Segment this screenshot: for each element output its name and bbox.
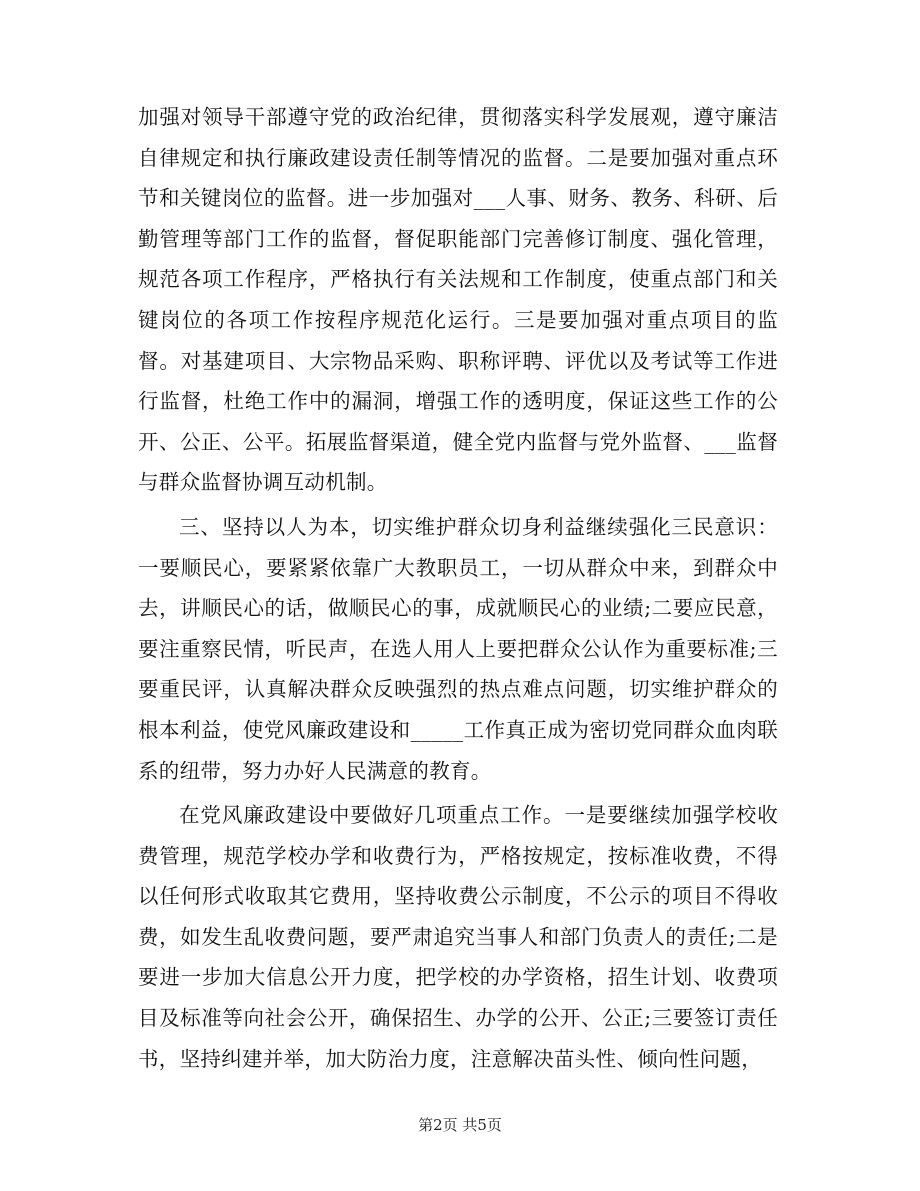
paragraph-1: 加强对领导干部遵守党的政治纪律，贯彻落实科学发展观，遵守廉洁自律规定和执行廉政建设责任制等情况的监督。二是要加强对重点环节和关键岗位的监督。进一步加强对___人事、财务、教务、科研、后勤管理等部门工作的监督，督促职能部门完善修订制度、强化管理，规范各项工作程序，严格执行有关法规和工作制度，使重点部门和关键岗位的各项工作按程序规范化运行。三是要加强对重点项目的监督。对基建项目、大宗物品采购、职称评聘、评优以及考试等工作进行监督，杜绝工作中的漏洞，增强工作的透明度，保证这些工作的公开、公正、公平。拓展监督渠道，健全党内监督与党外监督、___监督与群众监督协调互动机制。 [138,105,778,495]
page-number-footer: 第2页 共5页 [418,1116,502,1134]
paragraph-2: 三、坚持以人为本，切实维护群众切身利益继续强化三民意识：一要顺民心，要紧紧依靠广大教职员工，一切从群众中来，到群众中去，讲顺民心的话，做顺民心的事，成就顺民心的业绩;二要应民意，要注重察民情，听民声，在选人用人上要把群众公认作为重要标准;三要重民评，认真解决群众反映强烈的热点难点问题，切实维护群众的根本利益，使党风廉政建设和_____工作真正成为密切党同群众血肉联系的纽带，努力办好人民满意的教育。 [138,514,778,783]
document-body [138,97,778,1079]
paragraph-3: 在党风廉政建设中要做好几项重点工作。一是要继续加强学校收费管理，规范学校办学和收费行为，严格按规定，按标准收费，不得以任何形式收取其它费用，坚持收费公示制度，不公示的项目不得收费，如发生乱收费问题，要严肃追究当事人和部门负责人的责任;二是要进一步加大信息公开力度，把学校的办学资格，招生计划、收费项目及标准等向社会公开，确保招生、办学的公开、公正;三要签订责任书，坚持纠建并举，加大防治力度，注意解决苗头性、倾向性问题， [138,803,778,1071]
